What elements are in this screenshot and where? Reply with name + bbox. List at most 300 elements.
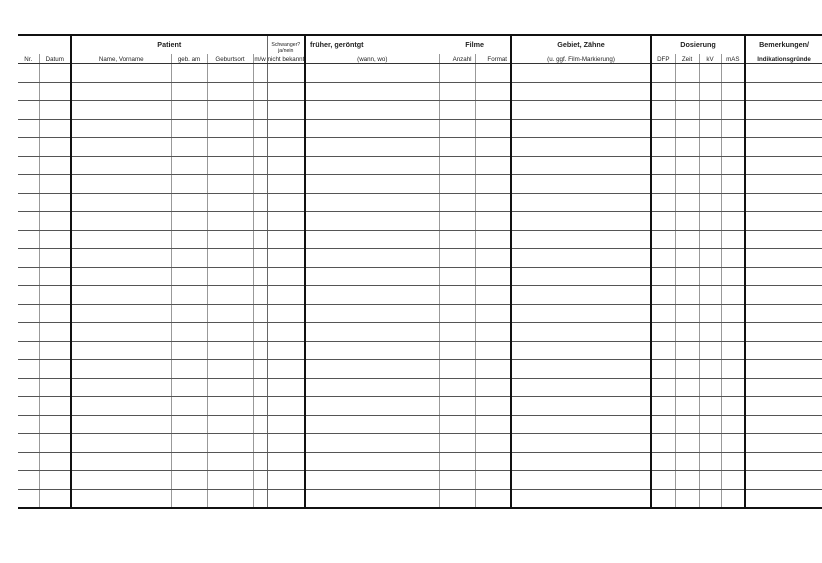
cell-mas[interactable] (721, 452, 745, 471)
cell-mas[interactable] (721, 341, 745, 360)
cell-born[interactable] (171, 452, 207, 471)
cell-birthplace[interactable] (207, 397, 253, 416)
cell-sex[interactable] (253, 341, 267, 360)
cell-time[interactable] (675, 249, 699, 268)
cell-kv[interactable] (699, 397, 721, 416)
cell-format[interactable] (475, 378, 511, 397)
cell-remarks[interactable] (745, 434, 822, 453)
cell-kv[interactable] (699, 341, 721, 360)
cell-sex[interactable] (253, 286, 267, 305)
cell-time[interactable] (675, 267, 699, 286)
cell-birthplace[interactable] (207, 212, 253, 231)
cell-area[interactable] (511, 249, 651, 268)
cell-area[interactable] (511, 341, 651, 360)
cell-dfp[interactable] (651, 323, 675, 342)
cell-when-where[interactable] (305, 82, 439, 101)
cell-mas[interactable] (721, 64, 745, 83)
cell-date[interactable] (39, 471, 71, 490)
cell-nr[interactable] (18, 175, 39, 194)
cell-pregnant[interactable] (267, 193, 305, 212)
cell-area[interactable] (511, 397, 651, 416)
cell-kv[interactable] (699, 193, 721, 212)
cell-time[interactable] (675, 360, 699, 379)
cell-time[interactable] (675, 138, 699, 157)
cell-nr[interactable] (18, 119, 39, 138)
cell-date[interactable] (39, 489, 71, 508)
cell-birthplace[interactable] (207, 230, 253, 249)
cell-date[interactable] (39, 452, 71, 471)
cell-area[interactable] (511, 267, 651, 286)
cell-mas[interactable] (721, 230, 745, 249)
cell-kv[interactable] (699, 286, 721, 305)
cell-mas[interactable] (721, 378, 745, 397)
cell-nr[interactable] (18, 323, 39, 342)
cell-date[interactable] (39, 138, 71, 157)
cell-dfp[interactable] (651, 304, 675, 323)
cell-birthplace[interactable] (207, 323, 253, 342)
cell-remarks[interactable] (745, 249, 822, 268)
cell-when-where[interactable] (305, 397, 439, 416)
cell-area[interactable] (511, 119, 651, 138)
cell-mas[interactable] (721, 156, 745, 175)
cell-area[interactable] (511, 230, 651, 249)
cell-date[interactable] (39, 193, 71, 212)
cell-dfp[interactable] (651, 341, 675, 360)
cell-sex[interactable] (253, 397, 267, 416)
cell-birthplace[interactable] (207, 249, 253, 268)
cell-dfp[interactable] (651, 489, 675, 508)
cell-count[interactable] (439, 434, 475, 453)
cell-nr[interactable] (18, 304, 39, 323)
cell-time[interactable] (675, 175, 699, 194)
cell-kv[interactable] (699, 82, 721, 101)
cell-birthplace[interactable] (207, 360, 253, 379)
cell-mas[interactable] (721, 489, 745, 508)
cell-date[interactable] (39, 82, 71, 101)
cell-mas[interactable] (721, 101, 745, 120)
cell-time[interactable] (675, 230, 699, 249)
cell-format[interactable] (475, 119, 511, 138)
cell-name[interactable] (71, 64, 171, 83)
cell-mas[interactable] (721, 286, 745, 305)
cell-remarks[interactable] (745, 489, 822, 508)
cell-dfp[interactable] (651, 360, 675, 379)
cell-remarks[interactable] (745, 82, 822, 101)
cell-born[interactable] (171, 415, 207, 434)
cell-mas[interactable] (721, 193, 745, 212)
cell-dfp[interactable] (651, 397, 675, 416)
cell-pregnant[interactable] (267, 156, 305, 175)
cell-count[interactable] (439, 341, 475, 360)
cell-dfp[interactable] (651, 82, 675, 101)
cell-pregnant[interactable] (267, 378, 305, 397)
cell-area[interactable] (511, 286, 651, 305)
cell-pregnant[interactable] (267, 341, 305, 360)
cell-dfp[interactable] (651, 101, 675, 120)
cell-name[interactable] (71, 156, 171, 175)
cell-born[interactable] (171, 434, 207, 453)
cell-born[interactable] (171, 378, 207, 397)
cell-when-where[interactable] (305, 249, 439, 268)
cell-nr[interactable] (18, 378, 39, 397)
cell-born[interactable] (171, 193, 207, 212)
cell-when-where[interactable] (305, 193, 439, 212)
cell-nr[interactable] (18, 397, 39, 416)
cell-when-where[interactable] (305, 64, 439, 83)
cell-birthplace[interactable] (207, 489, 253, 508)
cell-pregnant[interactable] (267, 323, 305, 342)
cell-time[interactable] (675, 323, 699, 342)
cell-mas[interactable] (721, 397, 745, 416)
cell-area[interactable] (511, 323, 651, 342)
cell-dfp[interactable] (651, 434, 675, 453)
cell-count[interactable] (439, 212, 475, 231)
cell-count[interactable] (439, 249, 475, 268)
cell-format[interactable] (475, 341, 511, 360)
cell-format[interactable] (475, 212, 511, 231)
cell-time[interactable] (675, 64, 699, 83)
cell-date[interactable] (39, 156, 71, 175)
cell-format[interactable] (475, 249, 511, 268)
cell-remarks[interactable] (745, 286, 822, 305)
cell-count[interactable] (439, 156, 475, 175)
cell-name[interactable] (71, 378, 171, 397)
cell-format[interactable] (475, 471, 511, 490)
cell-born[interactable] (171, 489, 207, 508)
cell-area[interactable] (511, 101, 651, 120)
cell-time[interactable] (675, 471, 699, 490)
cell-sex[interactable] (253, 64, 267, 83)
cell-area[interactable] (511, 193, 651, 212)
cell-sex[interactable] (253, 471, 267, 490)
cell-birthplace[interactable] (207, 378, 253, 397)
cell-born[interactable] (171, 156, 207, 175)
cell-date[interactable] (39, 101, 71, 120)
cell-pregnant[interactable] (267, 471, 305, 490)
cell-pregnant[interactable] (267, 64, 305, 83)
cell-when-where[interactable] (305, 378, 439, 397)
cell-dfp[interactable] (651, 452, 675, 471)
cell-when-where[interactable] (305, 212, 439, 231)
cell-format[interactable] (475, 489, 511, 508)
cell-nr[interactable] (18, 249, 39, 268)
cell-area[interactable] (511, 82, 651, 101)
cell-birthplace[interactable] (207, 434, 253, 453)
cell-mas[interactable] (721, 212, 745, 231)
cell-birthplace[interactable] (207, 175, 253, 194)
cell-area[interactable] (511, 378, 651, 397)
cell-count[interactable] (439, 471, 475, 490)
cell-birthplace[interactable] (207, 156, 253, 175)
cell-format[interactable] (475, 286, 511, 305)
cell-sex[interactable] (253, 434, 267, 453)
cell-birthplace[interactable] (207, 304, 253, 323)
cell-count[interactable] (439, 452, 475, 471)
cell-sex[interactable] (253, 489, 267, 508)
cell-format[interactable] (475, 230, 511, 249)
cell-area[interactable] (511, 138, 651, 157)
cell-pregnant[interactable] (267, 267, 305, 286)
cell-date[interactable] (39, 286, 71, 305)
cell-count[interactable] (439, 378, 475, 397)
cell-pregnant[interactable] (267, 304, 305, 323)
cell-time[interactable] (675, 212, 699, 231)
cell-count[interactable] (439, 119, 475, 138)
cell-time[interactable] (675, 434, 699, 453)
cell-name[interactable] (71, 193, 171, 212)
cell-count[interactable] (439, 304, 475, 323)
cell-area[interactable] (511, 360, 651, 379)
cell-format[interactable] (475, 175, 511, 194)
cell-born[interactable] (171, 82, 207, 101)
cell-born[interactable] (171, 138, 207, 157)
cell-name[interactable] (71, 304, 171, 323)
cell-area[interactable] (511, 175, 651, 194)
cell-time[interactable] (675, 341, 699, 360)
cell-pregnant[interactable] (267, 249, 305, 268)
cell-nr[interactable] (18, 434, 39, 453)
cell-count[interactable] (439, 360, 475, 379)
cell-dfp[interactable] (651, 378, 675, 397)
cell-when-where[interactable] (305, 119, 439, 138)
cell-mas[interactable] (721, 82, 745, 101)
cell-mas[interactable] (721, 175, 745, 194)
cell-time[interactable] (675, 119, 699, 138)
cell-sex[interactable] (253, 101, 267, 120)
cell-time[interactable] (675, 156, 699, 175)
cell-sex[interactable] (253, 378, 267, 397)
cell-mas[interactable] (721, 119, 745, 138)
cell-name[interactable] (71, 489, 171, 508)
cell-date[interactable] (39, 64, 71, 83)
cell-name[interactable] (71, 397, 171, 416)
cell-remarks[interactable] (745, 415, 822, 434)
cell-kv[interactable] (699, 323, 721, 342)
cell-nr[interactable] (18, 138, 39, 157)
cell-name[interactable] (71, 119, 171, 138)
cell-mas[interactable] (721, 304, 745, 323)
cell-remarks[interactable] (745, 64, 822, 83)
cell-remarks[interactable] (745, 267, 822, 286)
cell-pregnant[interactable] (267, 101, 305, 120)
cell-format[interactable] (475, 415, 511, 434)
cell-area[interactable] (511, 434, 651, 453)
cell-sex[interactable] (253, 175, 267, 194)
cell-sex[interactable] (253, 193, 267, 212)
cell-date[interactable] (39, 397, 71, 416)
cell-time[interactable] (675, 82, 699, 101)
cell-nr[interactable] (18, 452, 39, 471)
cell-kv[interactable] (699, 452, 721, 471)
cell-pregnant[interactable] (267, 397, 305, 416)
cell-sex[interactable] (253, 156, 267, 175)
cell-area[interactable] (511, 489, 651, 508)
cell-pregnant[interactable] (267, 138, 305, 157)
cell-pregnant[interactable] (267, 175, 305, 194)
cell-dfp[interactable] (651, 230, 675, 249)
cell-pregnant[interactable] (267, 434, 305, 453)
cell-name[interactable] (71, 212, 171, 231)
cell-name[interactable] (71, 452, 171, 471)
cell-name[interactable] (71, 175, 171, 194)
cell-name[interactable] (71, 286, 171, 305)
cell-born[interactable] (171, 175, 207, 194)
cell-dfp[interactable] (651, 119, 675, 138)
cell-nr[interactable] (18, 489, 39, 508)
cell-nr[interactable] (18, 82, 39, 101)
cell-pregnant[interactable] (267, 82, 305, 101)
cell-date[interactable] (39, 341, 71, 360)
cell-date[interactable] (39, 304, 71, 323)
cell-when-where[interactable] (305, 489, 439, 508)
cell-dfp[interactable] (651, 249, 675, 268)
cell-kv[interactable] (699, 230, 721, 249)
cell-time[interactable] (675, 397, 699, 416)
cell-pregnant[interactable] (267, 119, 305, 138)
cell-format[interactable] (475, 323, 511, 342)
cell-name[interactable] (71, 434, 171, 453)
cell-birthplace[interactable] (207, 119, 253, 138)
cell-time[interactable] (675, 378, 699, 397)
cell-date[interactable] (39, 230, 71, 249)
cell-dfp[interactable] (651, 138, 675, 157)
cell-mas[interactable] (721, 323, 745, 342)
cell-count[interactable] (439, 82, 475, 101)
cell-when-where[interactable] (305, 434, 439, 453)
cell-kv[interactable] (699, 489, 721, 508)
cell-time[interactable] (675, 286, 699, 305)
cell-dfp[interactable] (651, 175, 675, 194)
cell-kv[interactable] (699, 64, 721, 83)
cell-sex[interactable] (253, 304, 267, 323)
cell-sex[interactable] (253, 82, 267, 101)
cell-kv[interactable] (699, 101, 721, 120)
cell-nr[interactable] (18, 415, 39, 434)
cell-sex[interactable] (253, 415, 267, 434)
cell-born[interactable] (171, 471, 207, 490)
cell-date[interactable] (39, 249, 71, 268)
cell-dfp[interactable] (651, 415, 675, 434)
cell-kv[interactable] (699, 249, 721, 268)
cell-sex[interactable] (253, 267, 267, 286)
cell-remarks[interactable] (745, 138, 822, 157)
cell-format[interactable] (475, 193, 511, 212)
cell-time[interactable] (675, 193, 699, 212)
cell-kv[interactable] (699, 304, 721, 323)
cell-when-where[interactable] (305, 341, 439, 360)
cell-nr[interactable] (18, 101, 39, 120)
cell-birthplace[interactable] (207, 415, 253, 434)
cell-mas[interactable] (721, 415, 745, 434)
cell-kv[interactable] (699, 434, 721, 453)
cell-remarks[interactable] (745, 397, 822, 416)
cell-name[interactable] (71, 471, 171, 490)
cell-remarks[interactable] (745, 341, 822, 360)
cell-birthplace[interactable] (207, 193, 253, 212)
cell-when-where[interactable] (305, 415, 439, 434)
cell-mas[interactable] (721, 267, 745, 286)
cell-kv[interactable] (699, 119, 721, 138)
cell-sex[interactable] (253, 323, 267, 342)
cell-born[interactable] (171, 119, 207, 138)
cell-area[interactable] (511, 212, 651, 231)
cell-count[interactable] (439, 230, 475, 249)
cell-count[interactable] (439, 101, 475, 120)
cell-time[interactable] (675, 489, 699, 508)
cell-when-where[interactable] (305, 360, 439, 379)
cell-born[interactable] (171, 249, 207, 268)
cell-pregnant[interactable] (267, 230, 305, 249)
cell-remarks[interactable] (745, 452, 822, 471)
cell-name[interactable] (71, 360, 171, 379)
cell-count[interactable] (439, 175, 475, 194)
cell-format[interactable] (475, 64, 511, 83)
cell-born[interactable] (171, 304, 207, 323)
cell-count[interactable] (439, 323, 475, 342)
cell-when-where[interactable] (305, 267, 439, 286)
cell-when-where[interactable] (305, 156, 439, 175)
cell-nr[interactable] (18, 156, 39, 175)
cell-when-where[interactable] (305, 138, 439, 157)
cell-format[interactable] (475, 82, 511, 101)
cell-remarks[interactable] (745, 101, 822, 120)
cell-remarks[interactable] (745, 471, 822, 490)
cell-pregnant[interactable] (267, 360, 305, 379)
cell-sex[interactable] (253, 138, 267, 157)
cell-born[interactable] (171, 341, 207, 360)
cell-dfp[interactable] (651, 156, 675, 175)
cell-sex[interactable] (253, 452, 267, 471)
cell-dfp[interactable] (651, 212, 675, 231)
cell-sex[interactable] (253, 360, 267, 379)
cell-count[interactable] (439, 489, 475, 508)
cell-when-where[interactable] (305, 471, 439, 490)
cell-area[interactable] (511, 452, 651, 471)
cell-count[interactable] (439, 415, 475, 434)
cell-dfp[interactable] (651, 286, 675, 305)
cell-kv[interactable] (699, 360, 721, 379)
cell-mas[interactable] (721, 249, 745, 268)
cell-format[interactable] (475, 304, 511, 323)
cell-date[interactable] (39, 267, 71, 286)
cell-when-where[interactable] (305, 175, 439, 194)
cell-birthplace[interactable] (207, 82, 253, 101)
cell-format[interactable] (475, 101, 511, 120)
cell-name[interactable] (71, 101, 171, 120)
cell-birthplace[interactable] (207, 341, 253, 360)
cell-dfp[interactable] (651, 64, 675, 83)
cell-born[interactable] (171, 267, 207, 286)
cell-pregnant[interactable] (267, 489, 305, 508)
cell-remarks[interactable] (745, 193, 822, 212)
cell-mas[interactable] (721, 434, 745, 453)
cell-name[interactable] (71, 230, 171, 249)
cell-pregnant[interactable] (267, 212, 305, 231)
cell-format[interactable] (475, 452, 511, 471)
cell-name[interactable] (71, 249, 171, 268)
cell-time[interactable] (675, 415, 699, 434)
cell-kv[interactable] (699, 471, 721, 490)
cell-birthplace[interactable] (207, 267, 253, 286)
cell-format[interactable] (475, 397, 511, 416)
cell-remarks[interactable] (745, 212, 822, 231)
cell-born[interactable] (171, 212, 207, 231)
cell-time[interactable] (675, 304, 699, 323)
cell-name[interactable] (71, 341, 171, 360)
cell-name[interactable] (71, 323, 171, 342)
cell-dfp[interactable] (651, 193, 675, 212)
cell-mas[interactable] (721, 471, 745, 490)
